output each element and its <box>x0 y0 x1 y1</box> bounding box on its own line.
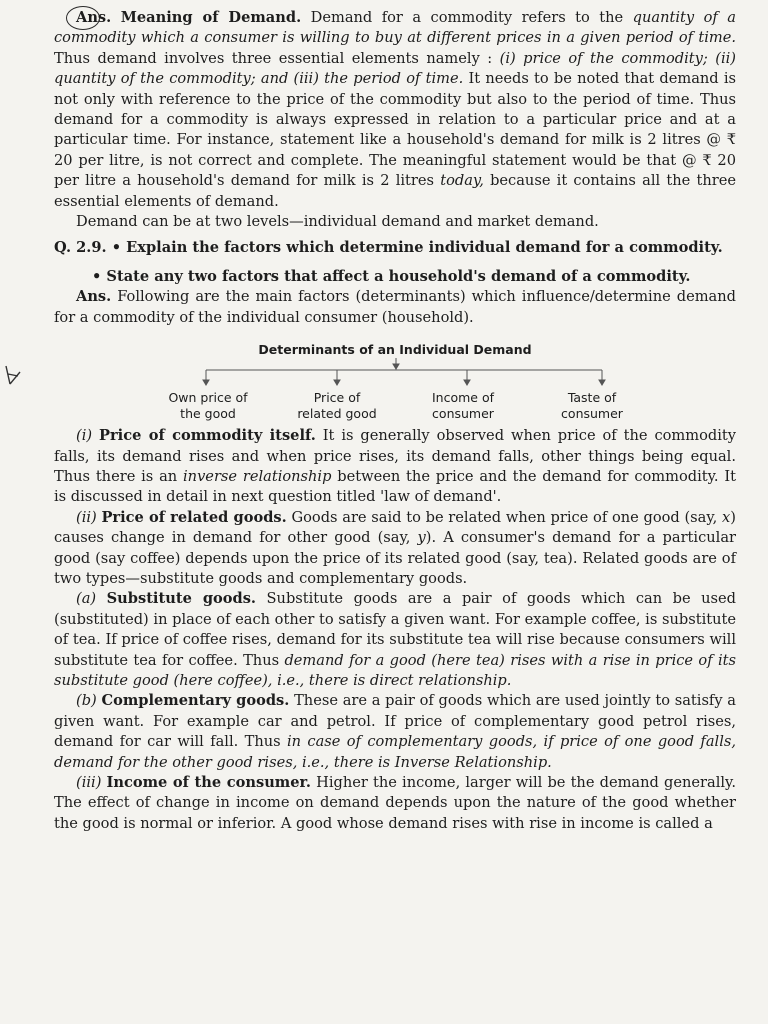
question-number: Q. 2.9. <box>54 239 107 257</box>
ans-label: Ans. <box>76 9 112 26</box>
meaning-of-demand-heading: Meaning of Demand. <box>120 9 302 26</box>
determinant-related-price: Price of related good <box>297 390 377 422</box>
question-bullet: • <box>111 239 122 257</box>
answer-label: Ans. <box>76 288 112 306</box>
question-2-9 <box>54 238 736 258</box>
income-of-consumer-paragraph: (iii) Income of the consumer. Higher the income, larger will be the demand generally. The effect of change in income on demand depends upon the nature of the good whether the good is normal or inferior. A good whose demand rises with rise in income is called a <box>54 774 736 832</box>
determinants-diagram <box>54 334 736 422</box>
determinant-income: Income of consumer <box>431 390 495 422</box>
answer-intro-paragraph: Ans. Following are the main factors (determinants) which influence/determine demand for a commodity of the individual consumer (household). <box>54 288 736 326</box>
related-goods-paragraph: (ii) Price of related goods. Goods are said to be related when price of one good (say, x) causes change in demand for other good (say, y). A consumer's demand for a particular good (say coffee) depends upon the price of its related good (say, tea). Related goods are of two types—substitute goods and complementary goods. <box>54 508 737 587</box>
complementary-goods-paragraph: (b) Complementary goods. These are a pair of goods which are used jointly to satisfy a given want. For example car and petrol. If price of complementary good petrol rises, demand for car will fall. Thus in case of complementary goods, if price of one good falls, demand for the other good rises, i.e., there is Inverse Relationship. <box>54 692 737 771</box>
handwritten-pen-mark <box>0 362 30 392</box>
document-page <box>54 8 736 834</box>
question-text: Explain the factors which determine individual demand for a commodity. <box>126 239 723 257</box>
question-sub-bullet: • State any two factors that affect a household's demand of a commodity. <box>92 267 691 285</box>
substitute-goods-paragraph: (a) Substitute goods. Substitute goods are a pair of goods which can be used (substituted) in place of each other to satisfy a given want. For example coffee, is substitute of tea. If price of coffee rises, demand for its substitute tea will rise because consumers will substitute tea for coffee. Thus demand for a good (here tea) rises with a rise in price of its substitute good (here coffee), i.e., there is direct relationship. <box>54 590 736 689</box>
demand-levels-paragraph: Demand can be at two levels—individual demand and market demand. <box>76 213 599 231</box>
determinant-own-price: Own price of the good <box>168 390 248 422</box>
price-of-commodity-paragraph: (i) Price of commodity itself. It is generally observed when price of the commodity falls, its demand rises and when price rises, its demand falls, other things being equal. Thus there is an inverse relationship between the price and the demand for commodity. It is discussed in detail in next question titled 'law of demand'. <box>54 427 736 506</box>
diagram-title: Determinants of an Individual Demand <box>258 342 532 358</box>
determinant-taste: Taste of consumer <box>561 390 623 422</box>
meaning-of-demand-paragraph: Ans. Meaning of Demand. Demand for a commodity refers to the quantity of a commodity which a consumer is willing to buy at different prices in a given period of time. Thus demand involves three essential elements namely : (i) price of the commodity; (ii) quantity of the commodity; and (iii) the period of time. It needs to be noted that demand is not only with reference to the price of the commodity but also to the period of time. Thus demand for a commodity is always expressed in relation to a particular price and at a particular time. For instance, statement like a household's demand for milk is 2 litres @ ₹ 20 per litre, is not correct and complete. The meaningful statement would be that @ ₹ 20 per litre a household's demand for milk is 2 litres today, because it contains all the three essential elements of demand. <box>54 9 736 210</box>
